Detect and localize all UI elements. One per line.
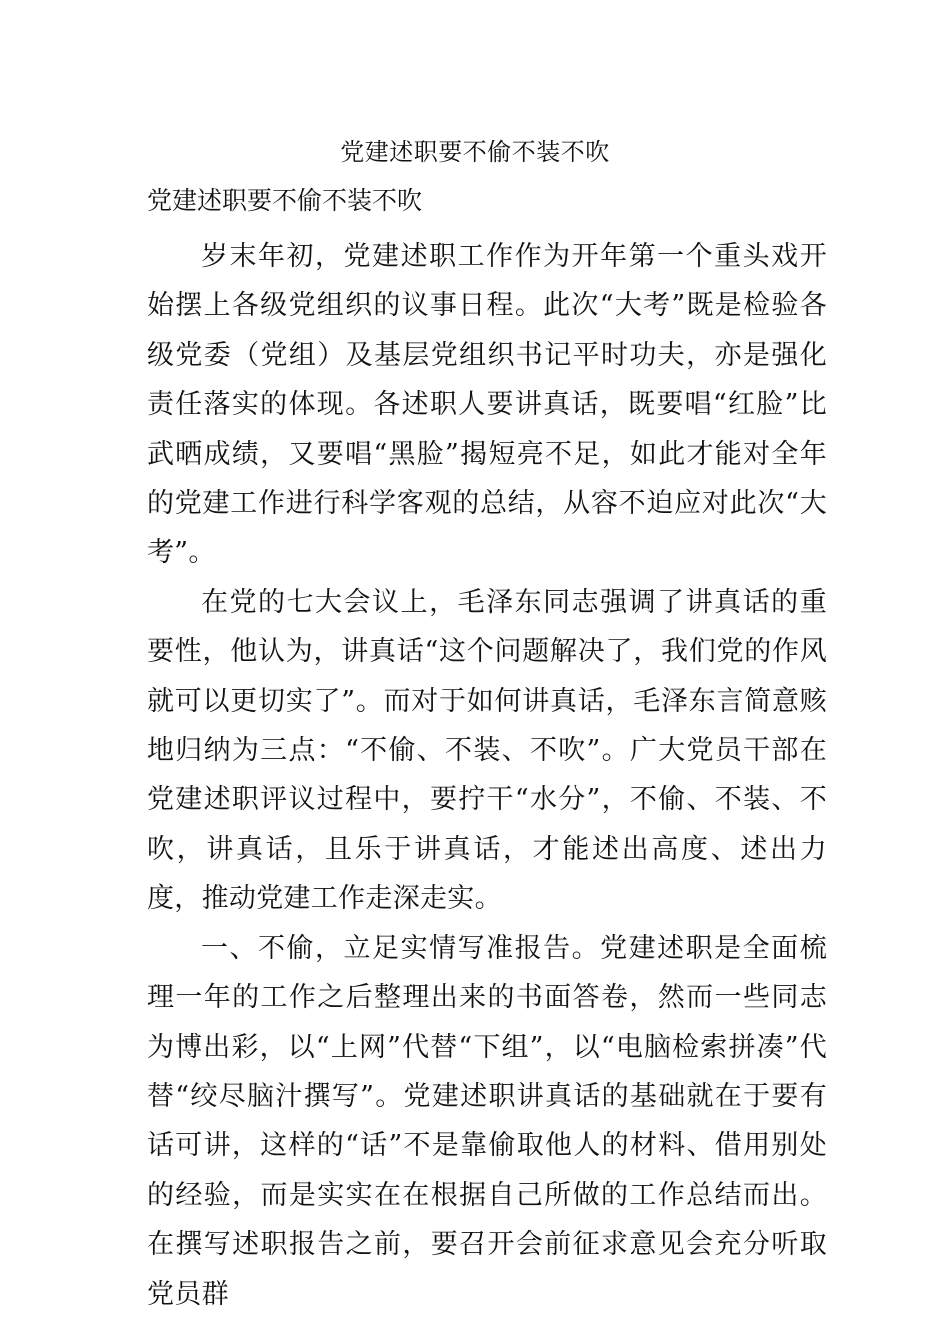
document-subtitle: 党建述职要不偷不装不吹 <box>147 186 423 215</box>
paragraph-section-one: 一、不偷，立足实情写准报告。党建述职是全面梳理一年的工作之后整理出来的书面答卷，然而一些同志为博出彩，以“上网”代替“下组”，以“电脑检索拼凑”代替“绞尽脑汁撰写”。党建述职讲真话的基础就在于要有话可讲，这样的“话”不是靠偷取他人的材料、借用别处的经验，而是实实在在根据自己所做的工作总结而出。在撰写述职报告之前，要召开会前征求意见会充分听取党员群 <box>147 932 827 1310</box>
document-title: 党建述职要不偷不装不吹 <box>340 138 610 166</box>
paragraph-mao-quote: 在党的七大会议上，毛泽东同志强调了讲真话的重要性，他认为，讲真话“这个问题解决了，我们党的作风就可以更切实了”。而对于如何讲真话，毛泽东言简意赅地归纳为三点：“不偷、不装、不吹”。广大党员干部在党建述职评议过程中，要拧干“水分”，不偷、不装、不吹，讲真话，且乐于讲真话，才能述出高度、述出力度，推动党建工作走深走实。 <box>147 586 827 915</box>
document-body <box>147 232 827 1319</box>
paragraph-intro: 岁末年初，党建述职工作作为开年第一个重头戏开始摆上各级党组织的议事日程。此次“大考”既是检验各级党委（党组）及基层党组织书记平时功夫，亦是强化责任落实的体现。各述职人要讲真话，既要唱“红脸”比武晒成绩，又要唱“黑脸”揭短亮不足，如此才能对全年的党建工作进行科学客观的总结，从容不迫应对此次“大考”。 <box>147 241 827 569</box>
